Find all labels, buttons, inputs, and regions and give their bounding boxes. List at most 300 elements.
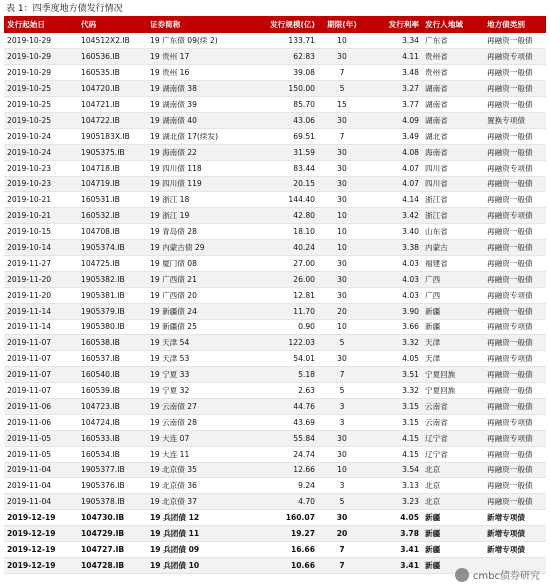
cell-term: 3 xyxy=(318,398,366,414)
cell-category: 再融资专项债 xyxy=(484,208,546,224)
cell-rate: 3.49 xyxy=(366,128,422,144)
cell-rate: 3.32 xyxy=(366,335,422,351)
cell-issue-date: 2019-10-24 xyxy=(4,144,78,160)
cell-region: 浙江省 xyxy=(422,192,484,208)
cell-code: 1905380.IB xyxy=(78,319,147,335)
cell-size: 9.24 xyxy=(251,478,318,494)
cell-size: 27.00 xyxy=(251,255,318,271)
cell-region: 宁夏回族 xyxy=(422,367,484,383)
table-body xyxy=(4,33,546,573)
cell-term: 10 xyxy=(318,462,366,478)
table-row xyxy=(4,351,546,367)
cell-rate: 3.42 xyxy=(366,208,422,224)
cell-region: 宁夏回族 xyxy=(422,383,484,399)
cell-region: 内蒙古 xyxy=(422,240,484,256)
cell-category: 再融资一般债 xyxy=(484,224,546,240)
table-row xyxy=(4,367,546,383)
cell-issue-date: 2019-11-04 xyxy=(4,462,78,478)
table-row xyxy=(4,192,546,208)
cell-region: 广西 xyxy=(422,271,484,287)
cell-region: 湖南省 xyxy=(422,112,484,128)
cell-size: 122.03 xyxy=(251,335,318,351)
cell-region: 新疆 xyxy=(422,319,484,335)
header-region: 发行人地域 xyxy=(425,20,463,29)
table-row xyxy=(4,81,546,97)
cell-code: 104727.IB xyxy=(78,542,147,558)
cell-region: 辽宁省 xyxy=(422,446,484,462)
cell-code: 104718.IB xyxy=(78,160,147,176)
cell-category: 再融资专项债 xyxy=(484,49,546,65)
cell-term: 10 xyxy=(318,33,366,49)
cell-issue-date: 2019-11-04 xyxy=(4,478,78,494)
cell-short-name: 19 贵州 17 xyxy=(147,49,251,65)
cell-code: 104720.IB xyxy=(78,81,147,97)
table-row xyxy=(4,208,546,224)
cell-size: 144.40 xyxy=(251,192,318,208)
cell-term: 10 xyxy=(318,240,366,256)
cell-code: 160536.IB xyxy=(78,49,147,65)
table-row xyxy=(4,255,546,271)
cell-short-name: 19 贵州 16 xyxy=(147,65,251,81)
cell-term: 30 xyxy=(318,255,366,271)
table-row xyxy=(4,112,546,128)
cell-size: 4.70 xyxy=(251,494,318,510)
cell-category: 再融资一般债 xyxy=(484,303,546,319)
cell-code: 104721.IB xyxy=(78,97,147,113)
cell-code: 104730.IB xyxy=(78,510,147,526)
cell-rate: 4.05 xyxy=(366,351,422,367)
cell-region: 新疆 xyxy=(422,526,484,542)
cell-code: 104512X2.IB xyxy=(78,33,147,49)
cell-region: 山东省 xyxy=(422,224,484,240)
table-row xyxy=(4,462,546,478)
cell-size: 2.63 xyxy=(251,383,318,399)
cell-rate: 3.27 xyxy=(366,81,422,97)
cell-size: 12.81 xyxy=(251,287,318,303)
cell-rate: 3.34 xyxy=(366,33,422,49)
cell-short-name: 19 北京债 36 xyxy=(147,478,251,494)
table-row xyxy=(4,303,546,319)
cell-category: 再融资一般债 xyxy=(484,33,546,49)
cell-rate: 4.11 xyxy=(366,49,422,65)
cell-code: 104729.IB xyxy=(78,526,147,542)
cell-rate: 3.90 xyxy=(366,303,422,319)
cell-short-name: 19 内蒙古债 29 xyxy=(147,240,251,256)
cell-category: 再融资专项债 xyxy=(484,351,546,367)
cell-rate: 3.78 xyxy=(366,526,422,542)
table-row xyxy=(4,494,546,510)
table-caption: 表 1：四季度地方债发行情况 xyxy=(6,4,123,14)
cell-region: 四川省 xyxy=(422,160,484,176)
cell-rate: 4.05 xyxy=(366,510,422,526)
cell-issue-date: 2019-10-23 xyxy=(4,176,78,192)
table-row xyxy=(4,144,546,160)
cell-rate: 3.15 xyxy=(366,414,422,430)
cell-size: 62.83 xyxy=(251,49,318,65)
cell-issue-date: 2019-10-25 xyxy=(4,81,78,97)
cell-term: 7 xyxy=(318,542,366,558)
cell-rate: 3.77 xyxy=(366,97,422,113)
cell-size: 11.70 xyxy=(251,303,318,319)
cell-size: 16.66 xyxy=(251,542,318,558)
table-row xyxy=(4,97,546,113)
cell-size: 12.66 xyxy=(251,462,318,478)
cell-code: 1905378.IB xyxy=(78,494,147,510)
cell-code: 1905375.IB xyxy=(78,144,147,160)
cell-issue-date: 2019-11-07 xyxy=(4,351,78,367)
header-short-name: 证券简称 xyxy=(150,20,181,29)
cell-code: 160539.IB xyxy=(78,383,147,399)
cell-rate: 4.03 xyxy=(366,255,422,271)
watermark-text: cmbc债券研究 xyxy=(472,571,540,582)
cell-category: 再融资一般债 xyxy=(484,192,546,208)
cell-short-name: 19 宁夏 33 xyxy=(147,367,251,383)
cell-issue-date: 2019-10-21 xyxy=(4,208,78,224)
cell-region: 新疆 xyxy=(422,510,484,526)
cell-code: 104728.IB xyxy=(78,557,147,573)
cell-issue-date: 2019-11-20 xyxy=(4,287,78,303)
cell-term: 10 xyxy=(318,208,366,224)
cell-issue-date: 2019-12-19 xyxy=(4,557,78,573)
cell-rate: 3.38 xyxy=(366,240,422,256)
cell-issue-date: 2019-11-06 xyxy=(4,414,78,430)
table-row xyxy=(4,49,546,65)
cell-rate: 3.66 xyxy=(366,319,422,335)
cell-short-name: 19 宁夏 32 xyxy=(147,383,251,399)
cell-size: 43.69 xyxy=(251,414,318,430)
table-row xyxy=(4,176,546,192)
header-term: 期限(年) xyxy=(327,20,357,29)
cell-region: 辽宁省 xyxy=(422,430,484,446)
watermark xyxy=(455,567,540,582)
cell-term: 30 xyxy=(318,351,366,367)
cell-term: 10 xyxy=(318,224,366,240)
cell-size: 54.01 xyxy=(251,351,318,367)
cell-size: 39.08 xyxy=(251,65,318,81)
cell-region: 贵州省 xyxy=(422,65,484,81)
cell-code: 1905374.IB xyxy=(78,240,147,256)
cell-region: 四川省 xyxy=(422,176,484,192)
cell-issue-date: 2019-12-19 xyxy=(4,526,78,542)
cell-size: 150.00 xyxy=(251,81,318,97)
cell-short-name: 19 新疆债 24 xyxy=(147,303,251,319)
cell-rate: 4.07 xyxy=(366,176,422,192)
cell-category: 再融资一般债 xyxy=(484,494,546,510)
table-header-row xyxy=(4,16,546,33)
cell-category: 再融资一般债 xyxy=(484,446,546,462)
cell-rate: 3.40 xyxy=(366,224,422,240)
cell-term: 7 xyxy=(318,65,366,81)
cell-category: 再融资一般债 xyxy=(484,144,546,160)
cell-short-name: 19 大连 11 xyxy=(147,446,251,462)
table-row xyxy=(4,478,546,494)
cell-size: 69.51 xyxy=(251,128,318,144)
cell-issue-date: 2019-11-27 xyxy=(4,255,78,271)
table-row xyxy=(4,542,546,558)
cell-rate: 3.23 xyxy=(366,494,422,510)
header-code: 代码 xyxy=(81,20,97,29)
cell-short-name: 19 广东债 09(续 2) xyxy=(147,33,251,49)
cell-category: 再融资专项债 xyxy=(484,414,546,430)
table-row xyxy=(4,319,546,335)
cell-short-name: 19 四川债 118 xyxy=(147,160,251,176)
cell-rate: 4.07 xyxy=(366,160,422,176)
cell-code: 160533.IB xyxy=(78,430,147,446)
cell-term: 30 xyxy=(318,287,366,303)
cell-code: 160532.IB xyxy=(78,208,147,224)
table-row xyxy=(4,33,546,49)
cell-short-name: 19 湖南债 39 xyxy=(147,97,251,113)
cell-region: 新疆 xyxy=(422,542,484,558)
cell-short-name: 19 新疆债 25 xyxy=(147,319,251,335)
cell-issue-date: 2019-11-07 xyxy=(4,383,78,399)
cell-issue-date: 2019-10-23 xyxy=(4,160,78,176)
table-row xyxy=(4,398,546,414)
cell-short-name: 19 大连 07 xyxy=(147,430,251,446)
cell-issue-date: 2019-10-24 xyxy=(4,128,78,144)
cell-category: 再融资一般债 xyxy=(484,255,546,271)
cell-category: 再融资一般债 xyxy=(484,240,546,256)
cell-term: 5 xyxy=(318,81,366,97)
cell-category: 再融资专项债 xyxy=(484,160,546,176)
cell-short-name: 19 云南债 27 xyxy=(147,398,251,414)
cell-short-name: 19 四川债 119 xyxy=(147,176,251,192)
cell-size: 44.76 xyxy=(251,398,318,414)
table-row xyxy=(4,335,546,351)
cell-rate: 3.48 xyxy=(366,65,422,81)
cell-short-name: 19 兵团债 11 xyxy=(147,526,251,542)
header-issue-date: 发行起始日 xyxy=(7,20,45,29)
table-row xyxy=(4,240,546,256)
cell-size: 24.74 xyxy=(251,446,318,462)
cell-code: 160540.IB xyxy=(78,367,147,383)
cell-term: 30 xyxy=(318,144,366,160)
cell-term: 30 xyxy=(318,430,366,446)
cell-term: 30 xyxy=(318,271,366,287)
cell-term: 20 xyxy=(318,526,366,542)
cell-code: 160537.IB xyxy=(78,351,147,367)
cell-term: 7 xyxy=(318,128,366,144)
cell-issue-date: 2019-10-29 xyxy=(4,49,78,65)
cell-short-name: 19 浙江 19 xyxy=(147,208,251,224)
cell-size: 26.00 xyxy=(251,271,318,287)
cell-category: 再融资专项债 xyxy=(484,430,546,446)
cell-region: 湖南省 xyxy=(422,97,484,113)
cell-size: 31.59 xyxy=(251,144,318,160)
cell-rate: 3.32 xyxy=(366,383,422,399)
cell-term: 30 xyxy=(318,176,366,192)
cell-category: 再融资一般债 xyxy=(484,335,546,351)
header-category: 地方债类别 xyxy=(487,20,525,29)
header-size: 发行规模(亿) xyxy=(270,20,315,29)
cell-category: 再融资一般债 xyxy=(484,176,546,192)
cell-code: 160538.IB xyxy=(78,335,147,351)
cell-category: 再融资一般债 xyxy=(484,478,546,494)
cell-term: 15 xyxy=(318,97,366,113)
cell-term: 30 xyxy=(318,160,366,176)
cell-short-name: 19 广西债 21 xyxy=(147,271,251,287)
cell-issue-date: 2019-11-06 xyxy=(4,398,78,414)
cell-size: 43.06 xyxy=(251,112,318,128)
cell-size: 10.66 xyxy=(251,557,318,573)
cell-issue-date: 2019-10-15 xyxy=(4,224,78,240)
cell-category: 新增专项债 xyxy=(484,542,546,558)
cell-issue-date: 2019-10-21 xyxy=(4,192,78,208)
cell-category: 再融资一般债 xyxy=(484,81,546,97)
cell-code: 1905376.IB xyxy=(78,478,147,494)
cell-term: 30 xyxy=(318,112,366,128)
cell-issue-date: 2019-11-05 xyxy=(4,446,78,462)
cell-region: 天津 xyxy=(422,335,484,351)
cell-code: 1905377.IB xyxy=(78,462,147,478)
cell-term: 5 xyxy=(318,494,366,510)
cell-short-name: 19 湖南债 38 xyxy=(147,81,251,97)
cell-size: 18.10 xyxy=(251,224,318,240)
cell-issue-date: 2019-10-25 xyxy=(4,97,78,113)
cell-size: 42.80 xyxy=(251,208,318,224)
cell-code: 160534.IB xyxy=(78,446,147,462)
cell-size: 160.07 xyxy=(251,510,318,526)
cell-term: 7 xyxy=(318,367,366,383)
cell-short-name: 19 兵团债 10 xyxy=(147,557,251,573)
cell-term: 30 xyxy=(318,192,366,208)
cell-region: 湖北省 xyxy=(422,128,484,144)
cell-short-name: 19 北京债 37 xyxy=(147,494,251,510)
cell-category: 再融资一般债 xyxy=(484,271,546,287)
cell-region: 海南省 xyxy=(422,144,484,160)
cell-category: 再融资一般债 xyxy=(484,383,546,399)
wechat-icon xyxy=(455,568,469,582)
cell-issue-date: 2019-12-19 xyxy=(4,510,78,526)
cell-category: 新增专项债 xyxy=(484,526,546,542)
cell-issue-date: 2019-11-07 xyxy=(4,335,78,351)
cell-rate: 3.54 xyxy=(366,462,422,478)
cell-short-name: 19 天津 54 xyxy=(147,335,251,351)
cell-size: 83.44 xyxy=(251,160,318,176)
cell-term: 20 xyxy=(318,303,366,319)
cell-category: 再融资一般债 xyxy=(484,398,546,414)
cell-size: 19.27 xyxy=(251,526,318,542)
cell-short-name: 19 广西债 20 xyxy=(147,287,251,303)
cell-short-name: 19 兵团债 09 xyxy=(147,542,251,558)
cell-term: 5 xyxy=(318,383,366,399)
cell-short-name: 19 青岛债 28 xyxy=(147,224,251,240)
cell-region: 广西 xyxy=(422,287,484,303)
table-row xyxy=(4,510,546,526)
cell-issue-date: 2019-12-19 xyxy=(4,542,78,558)
table-row xyxy=(4,430,546,446)
table-row xyxy=(4,128,546,144)
cell-short-name: 19 湖南债 40 xyxy=(147,112,251,128)
cell-region: 天津 xyxy=(422,351,484,367)
cell-code: 1905381.IB xyxy=(78,287,147,303)
cell-rate: 3.51 xyxy=(366,367,422,383)
cell-issue-date: 2019-11-14 xyxy=(4,319,78,335)
cell-issue-date: 2019-11-14 xyxy=(4,303,78,319)
table-row xyxy=(4,526,546,542)
cell-short-name: 19 北京债 35 xyxy=(147,462,251,478)
cell-region: 云南省 xyxy=(422,414,484,430)
bond-issuance-table-wrapper xyxy=(4,16,546,574)
cell-category: 再融资专项债 xyxy=(484,287,546,303)
cell-term: 3 xyxy=(318,414,366,430)
cell-issue-date: 2019-11-20 xyxy=(4,271,78,287)
cell-category: 再融资一般债 xyxy=(484,128,546,144)
cell-size: 0.90 xyxy=(251,319,318,335)
table-row xyxy=(4,271,546,287)
table-row xyxy=(4,287,546,303)
cell-issue-date: 2019-10-14 xyxy=(4,240,78,256)
cell-size: 85.70 xyxy=(251,97,318,113)
cell-size: 5.18 xyxy=(251,367,318,383)
cell-code: 104722.IB xyxy=(78,112,147,128)
cell-size: 55.84 xyxy=(251,430,318,446)
cell-category: 再融资一般债 xyxy=(484,462,546,478)
cell-code: 104719.IB xyxy=(78,176,147,192)
table-row xyxy=(4,414,546,430)
cell-code: 1905382.IB xyxy=(78,271,147,287)
cell-term: 30 xyxy=(318,510,366,526)
cell-issue-date: 2019-10-29 xyxy=(4,65,78,81)
cell-region: 广东省 xyxy=(422,33,484,49)
cell-category: 再融资一般债 xyxy=(484,367,546,383)
cell-region: 北京 xyxy=(422,478,484,494)
cell-short-name: 19 兵团债 12 xyxy=(147,510,251,526)
cell-region: 湖南省 xyxy=(422,81,484,97)
cell-term: 5 xyxy=(318,335,366,351)
table-row xyxy=(4,65,546,81)
cell-size: 40.24 xyxy=(251,240,318,256)
cell-category: 新增专项债 xyxy=(484,510,546,526)
table-row xyxy=(4,446,546,462)
cell-issue-date: 2019-11-07 xyxy=(4,367,78,383)
cell-short-name: 19 浙江 18 xyxy=(147,192,251,208)
cell-code: 1905379.IB xyxy=(78,303,147,319)
cell-short-name: 19 湖北债 17(续发) xyxy=(147,128,251,144)
cell-region: 北京 xyxy=(422,494,484,510)
cell-rate: 4.15 xyxy=(366,430,422,446)
cell-code: 1905183X.IB xyxy=(78,128,147,144)
table-row xyxy=(4,383,546,399)
cell-issue-date: 2019-11-04 xyxy=(4,494,78,510)
cell-code: 104723.IB xyxy=(78,398,147,414)
cell-term: 30 xyxy=(318,446,366,462)
cell-rate: 4.09 xyxy=(366,112,422,128)
cell-size: 133.71 xyxy=(251,33,318,49)
cell-code: 160535.IB xyxy=(78,65,147,81)
bond-issuance-table xyxy=(4,16,546,574)
cell-rate: 3.41 xyxy=(366,557,422,573)
cell-region: 云南省 xyxy=(422,398,484,414)
cell-rate: 3.41 xyxy=(366,542,422,558)
cell-issue-date: 2019-10-25 xyxy=(4,112,78,128)
cell-short-name: 19 天津 53 xyxy=(147,351,251,367)
cell-issue-date: 2019-10-29 xyxy=(4,33,78,49)
cell-region: 浙江省 xyxy=(422,208,484,224)
cell-category: 置换专项债 xyxy=(484,112,546,128)
cell-code: 160531.IB xyxy=(78,192,147,208)
cell-region: 新疆 xyxy=(422,303,484,319)
cell-term: 30 xyxy=(318,49,366,65)
cell-rate: 4.14 xyxy=(366,192,422,208)
cell-region: 贵州省 xyxy=(422,49,484,65)
table-row xyxy=(4,224,546,240)
header-rate: 发行利率 xyxy=(388,20,419,29)
cell-rate: 4.03 xyxy=(366,271,422,287)
cell-rate: 4.03 xyxy=(366,287,422,303)
table-row xyxy=(4,160,546,176)
cell-code: 104724.IB xyxy=(78,414,147,430)
